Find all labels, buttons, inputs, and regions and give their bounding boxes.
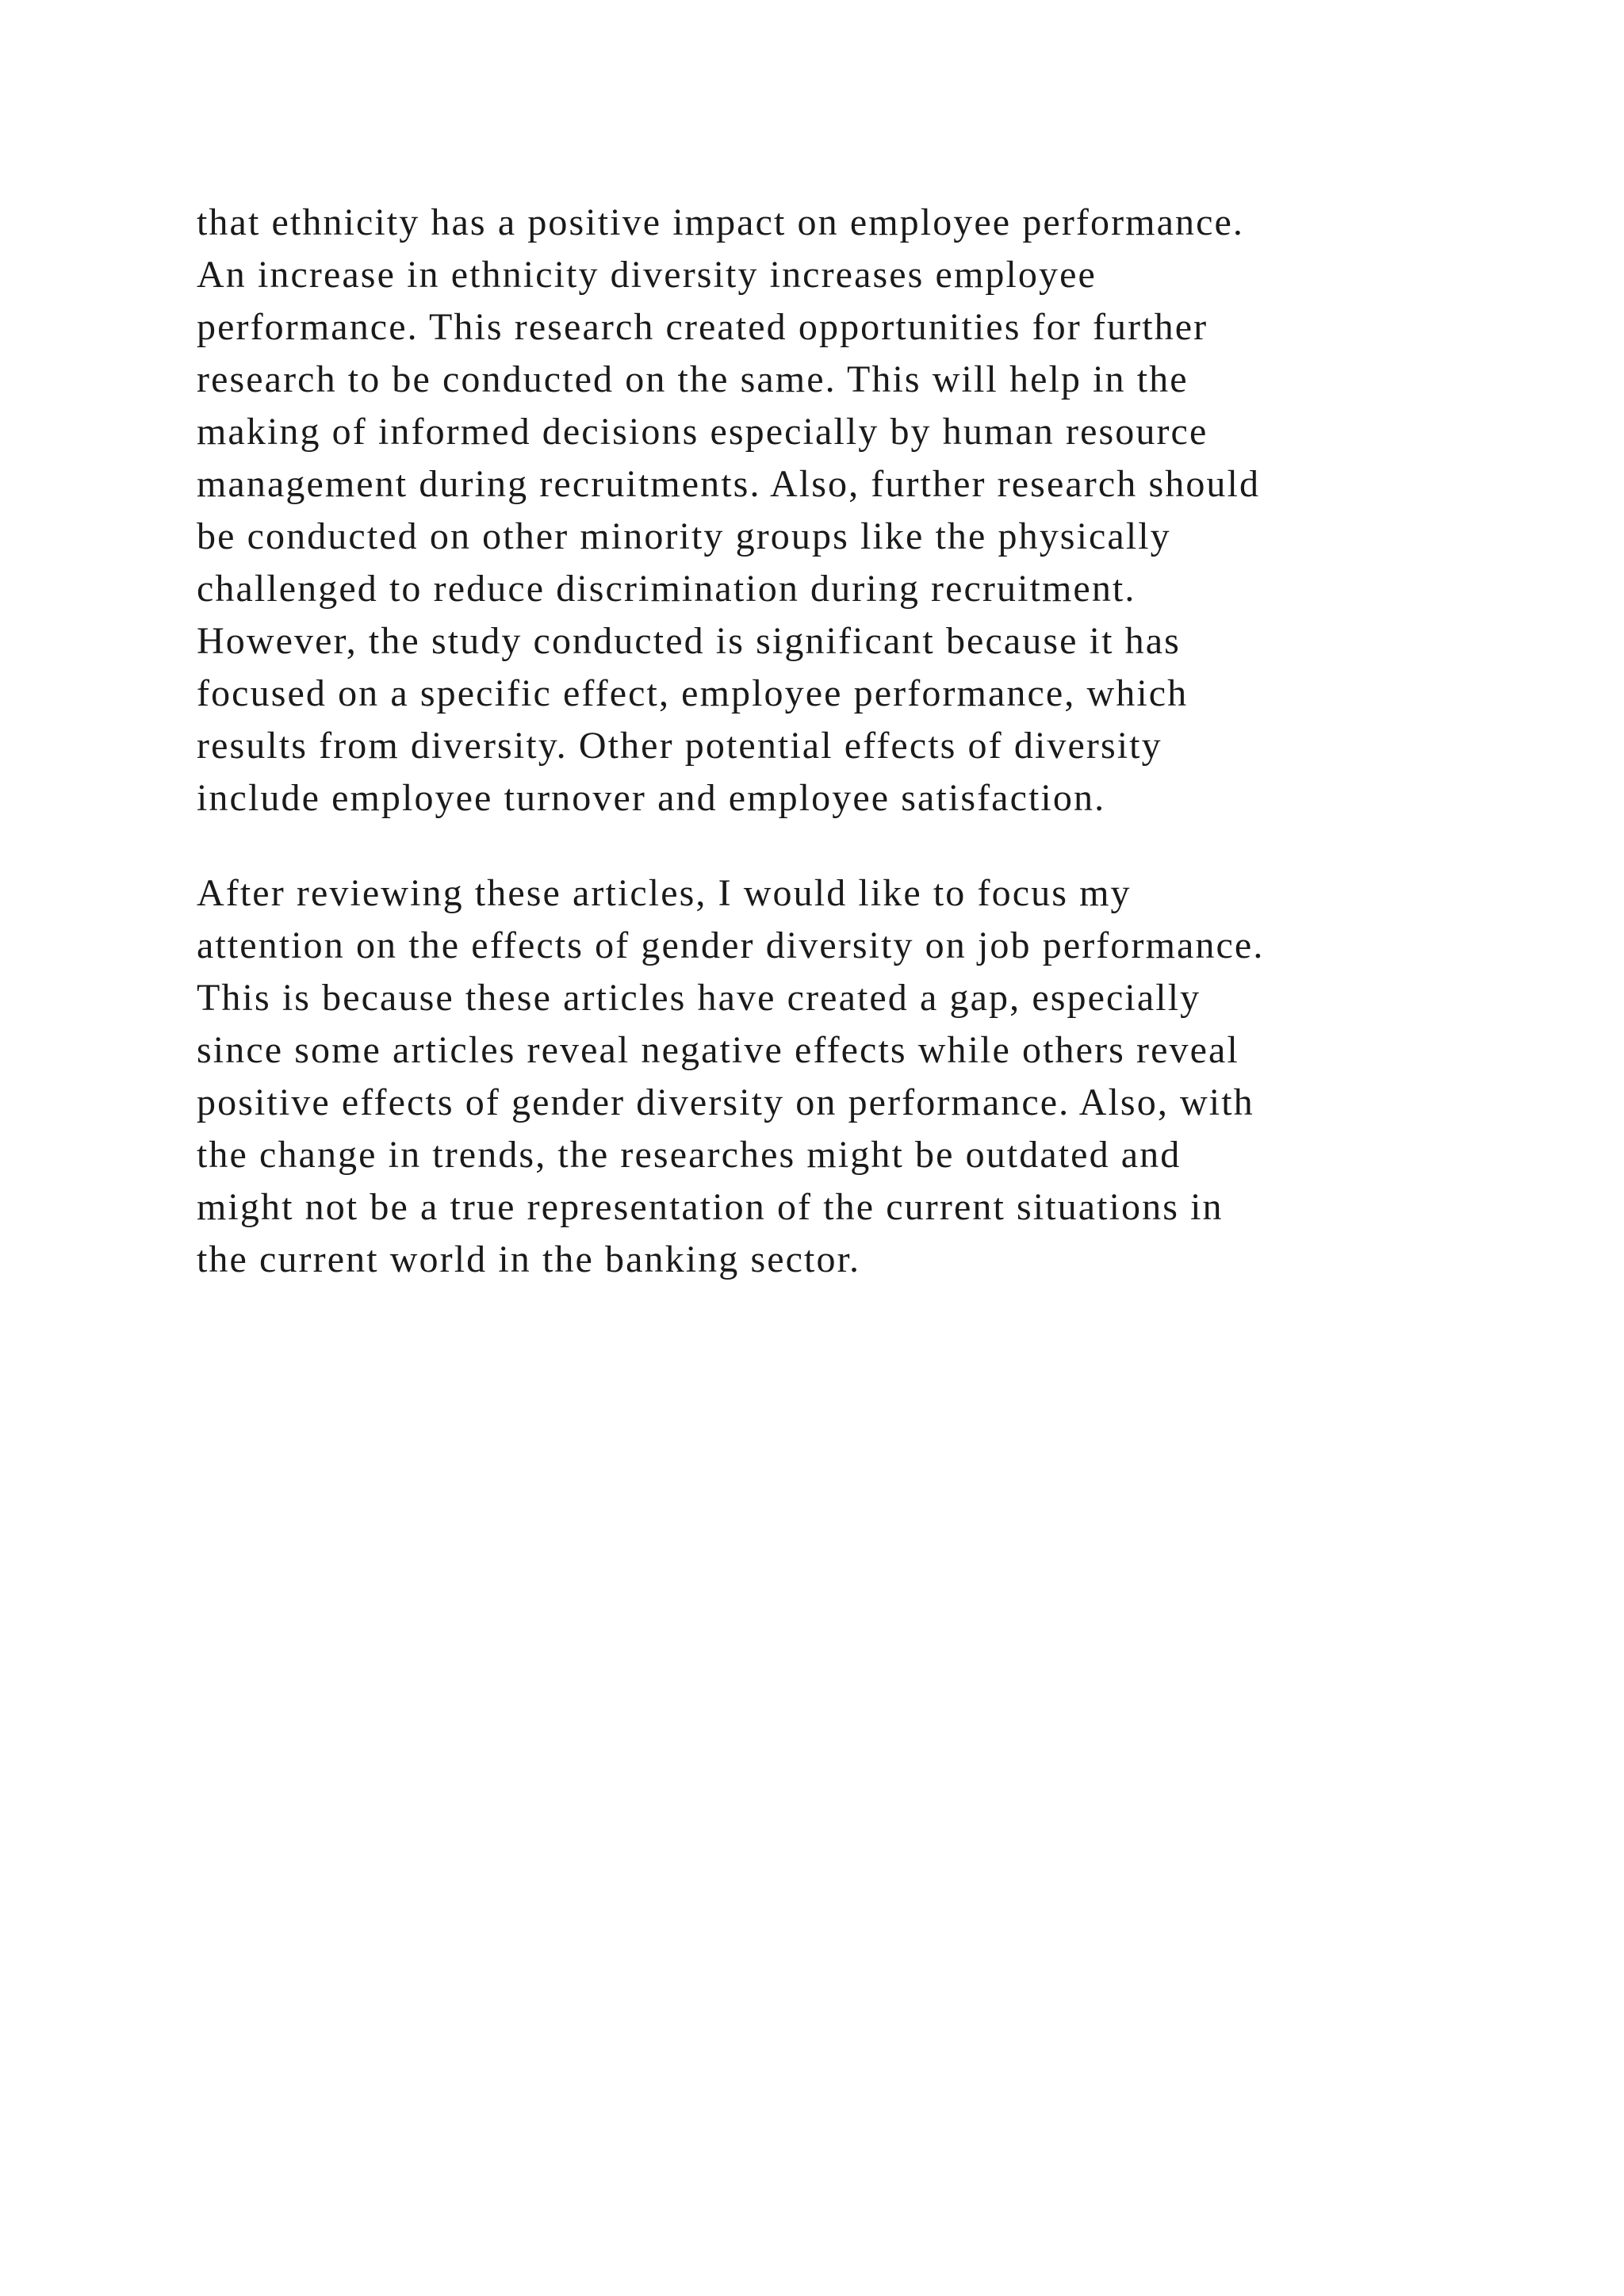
text-line: the change in trends, the researches might be outdated and [197, 1134, 1182, 1176]
paragraph-1 [197, 197, 1497, 825]
text-line: research to be conducted on the same. This will help in the [197, 358, 1189, 400]
text-line: focused on a specific effect, employee performance, which [197, 672, 1189, 714]
text-line: be conducted on other minority groups like the physically [197, 515, 1171, 557]
text-line: might not be a true representation of the current situations in [197, 1186, 1224, 1228]
text-line: challenged to reduce discrimination during recruitment. [197, 568, 1136, 610]
text-line: positive effects of gender diversity on performance. Also, with [197, 1081, 1254, 1123]
text-line: However, the study conducted is significant because it has [197, 620, 1181, 662]
text-line: attention on the effects of gender diversity on job performance. [197, 924, 1265, 966]
paragraph-2 [197, 867, 1497, 1286]
text-line: This is because these articles have created a gap, especially [197, 977, 1201, 1019]
text-line: performance. This research created opportunities for further [197, 306, 1208, 348]
text-line: since some articles reveal negative effects while others reveal [197, 1029, 1239, 1071]
text-line: making of informed decisions especially by human resource [197, 411, 1208, 453]
text-line: An increase in ethnicity diversity increases employee [197, 254, 1097, 296]
text-line: results from diversity. Other potential effects of diversity [197, 725, 1162, 767]
text-line: include employee turnover and employee satisfaction. [197, 777, 1106, 819]
text-line: the current world in the banking sector. [197, 1238, 861, 1280]
text-line: management during recruitments. Also, further research should [197, 463, 1261, 505]
text-line: that ethnicity has a positive impact on employee performance. [197, 201, 1245, 243]
text-line: After reviewing these articles, I would like to focus my [197, 872, 1132, 914]
